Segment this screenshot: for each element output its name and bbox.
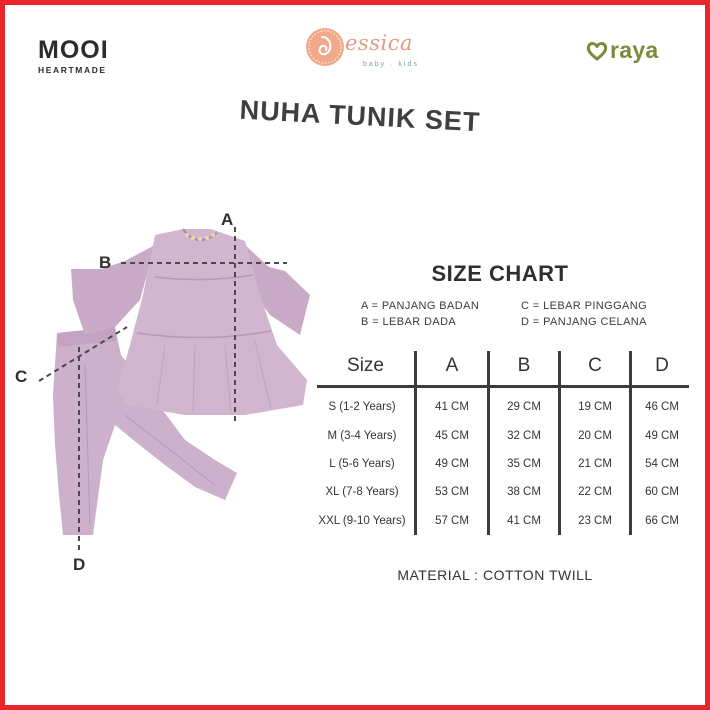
table-cell-size: XL (7-8 Years) [325,486,399,498]
table-cell: 32 CM [507,430,541,442]
legend-item: B = LEBAR DADA [361,316,457,328]
table-cell: 46 CM [645,401,679,413]
material-note: MATERIAL : COTTON TWILL [397,567,593,583]
table-header-divider [317,385,689,388]
column-header-c: C [588,355,602,376]
table-cell-size: L (5-6 Years) [329,458,395,470]
dimension-label-b: B [99,253,112,272]
table-cell: 54 CM [645,458,679,470]
dimension-label-d: D [73,555,86,574]
table-cell: 19 CM [578,401,612,413]
table-cell: 66 CM [645,515,679,527]
table-cell: 41 CM [435,401,469,413]
table-cell: 53 CM [435,486,469,498]
mooi-logo-tagline: HEARTMADE [38,65,107,75]
legend-item: C = LEBAR PINGGANG [521,300,648,312]
mooi-logo [38,38,138,75]
table-cell: 49 CM [435,458,469,470]
size-chart-title: SIZE CHART [431,261,569,286]
table-cell: 22 CM [578,486,612,498]
table-cell: 20 CM [578,430,612,442]
tunic-set-illustration [15,205,315,585]
jessica-logo [303,23,433,75]
table-cell: 29 CM [507,401,541,413]
column-header-a: A [445,355,459,376]
jessica-logo-name: essica [345,31,413,55]
table-cell: 41 CM [507,515,541,527]
heart-icon [586,40,608,62]
legend-item: A = PANJANG BADAN [361,300,480,312]
table-cell: 57 CM [435,515,469,527]
column-header-size: Size [347,355,384,376]
table-cell: 49 CM [645,430,679,442]
table-cell: 45 CM [435,430,469,442]
column-header-d: D [655,355,669,376]
raya-logo-name: raya [610,37,659,63]
raya-logo [586,37,686,67]
dimension-label-a: A [221,210,234,229]
column-header-b: B [517,355,531,376]
table-cell-size: M (3-4 Years) [327,430,397,442]
table-cell-size: S (1-2 Years) [328,401,396,413]
table-cell: 35 CM [507,458,541,470]
jessica-logo-tagline: baby · kids [363,61,419,68]
table-cell: 23 CM [578,515,612,527]
jessica-logo-icon [303,23,347,73]
table-cell-size: XXL (9-10 Years) [318,515,406,527]
table-cell: 21 CM [578,458,612,470]
table-cell: 60 CM [645,486,679,498]
table-cell: 38 CM [507,486,541,498]
dimension-label-c: C [15,367,28,386]
legend-item: D = PANJANG CELANA [521,316,647,328]
product-title: NUHA TUNIK SET [238,94,482,138]
mooi-logo-name: MOOI [38,36,109,64]
